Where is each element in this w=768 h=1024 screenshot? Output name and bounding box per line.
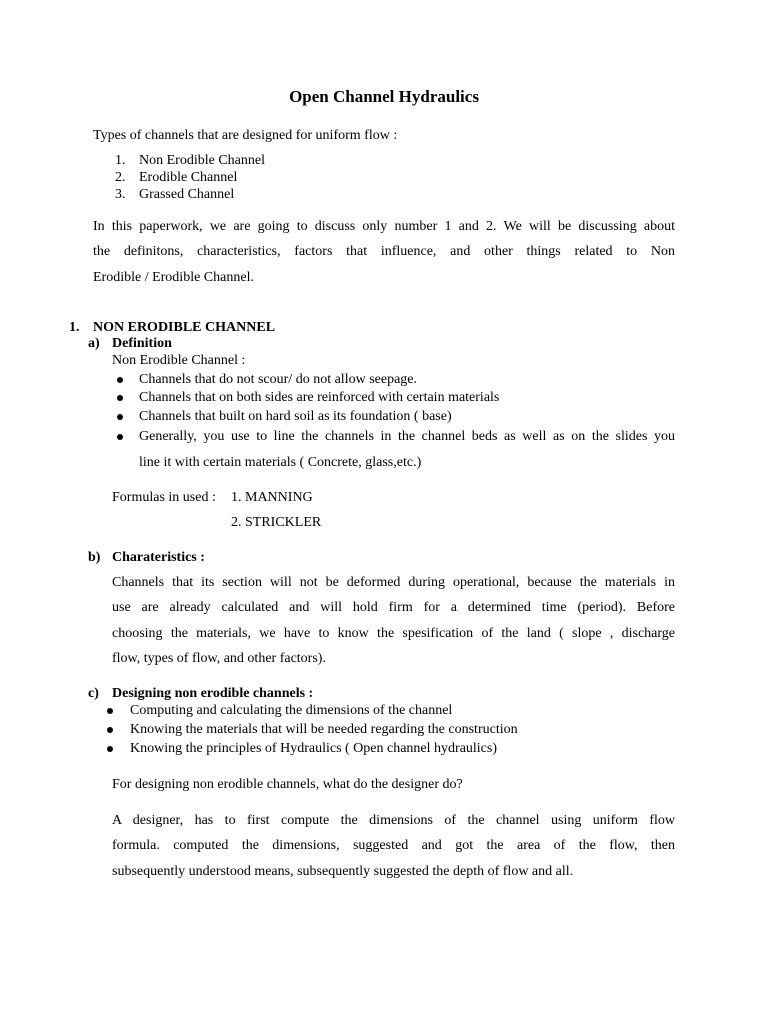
subsection-marker: b) bbox=[88, 550, 101, 565]
list-item: Channels that do not scour/ do not allow seepage. bbox=[139, 372, 417, 387]
formula-item: 1. MANNING bbox=[231, 490, 313, 505]
list-item: Erodible Channel bbox=[139, 170, 238, 185]
paragraph-line: flow, types of flow, and other factors). bbox=[112, 651, 326, 666]
subsection-heading-designing: Designing non erodible channels : bbox=[112, 686, 314, 701]
formulas-label: Formulas in used : bbox=[112, 490, 216, 505]
paragraph-line: formula. computed the dimensions, suggested and got the area of the flow, then bbox=[112, 838, 675, 853]
subsection-marker: a) bbox=[88, 336, 100, 351]
definition-subheading: Non Erodible Channel : bbox=[112, 353, 246, 368]
bullet-icon bbox=[117, 434, 123, 440]
list-item: Knowing the principles of Hydraulics ( Open channel hydraulics) bbox=[130, 741, 498, 756]
list-item: Grassed Channel bbox=[139, 187, 235, 202]
subsection-heading-characteristics: Charateristics : bbox=[112, 550, 205, 565]
paragraph-line: A designer, has to first compute the dimensions of the channel using uniform flow bbox=[112, 813, 675, 828]
paragraph-line: In this paperwork, we are going to discuss only number 1 and 2. We will be discussing about bbox=[93, 219, 675, 234]
list-item: Computing and calculating the dimensions of the channel bbox=[130, 703, 453, 718]
list-item: Channels that built on hard soil as its foundation ( base) bbox=[139, 409, 452, 424]
paragraph-line: subsequently understood means, subsequently suggested the depth of flow and all. bbox=[112, 864, 574, 879]
paragraph-line: Erodible / Erodible Channel. bbox=[93, 270, 254, 285]
document-title: Open Channel Hydraulics bbox=[289, 87, 479, 106]
bullet-icon bbox=[117, 377, 123, 383]
subsection-marker: c) bbox=[88, 686, 99, 701]
formula-item: 2. STRICKLER bbox=[231, 515, 322, 530]
paragraph-line: use are already calculated and will hold firm for a determined time (period). Before bbox=[112, 600, 675, 615]
paragraph-line: the definitons, characteristics, factors that influence, and other things related to Non bbox=[93, 244, 675, 259]
list-item-continuation: line it with certain materials ( Concrete, glass,etc.) bbox=[139, 455, 422, 470]
list-item: Knowing the materials that will be needed regarding the construction bbox=[130, 722, 518, 737]
intro-lead: Types of channels that are designed for uniform flow : bbox=[93, 128, 398, 143]
section-number: 1. bbox=[69, 320, 80, 335]
paragraph-line: Channels that its section will not be deformed during operational, because the materials in bbox=[112, 575, 675, 590]
bullet-icon bbox=[117, 414, 123, 420]
list-item: Channels that on both sides are reinforced with certain materials bbox=[139, 390, 500, 405]
list-item: Non Erodible Channel bbox=[139, 153, 265, 168]
bullet-icon bbox=[107, 708, 113, 714]
section-heading: NON ERODIBLE CHANNEL bbox=[93, 320, 276, 335]
list-number: 3. bbox=[115, 187, 126, 202]
paragraph-line: choosing the materials, we have to know the spesification of the land ( slope , discharge bbox=[112, 626, 675, 641]
designer-question: For designing non erodible channels, what do the designer do? bbox=[112, 777, 463, 792]
list-number: 1. bbox=[115, 153, 126, 168]
bullet-icon bbox=[117, 395, 123, 401]
bullet-icon bbox=[107, 727, 113, 733]
list-number: 2. bbox=[115, 170, 126, 185]
bullet-icon bbox=[107, 746, 113, 752]
subsection-heading-definition: Definition bbox=[112, 336, 172, 351]
list-item: Generally, you use to line the channels in the channel beds as well as on the slides you bbox=[139, 429, 675, 444]
